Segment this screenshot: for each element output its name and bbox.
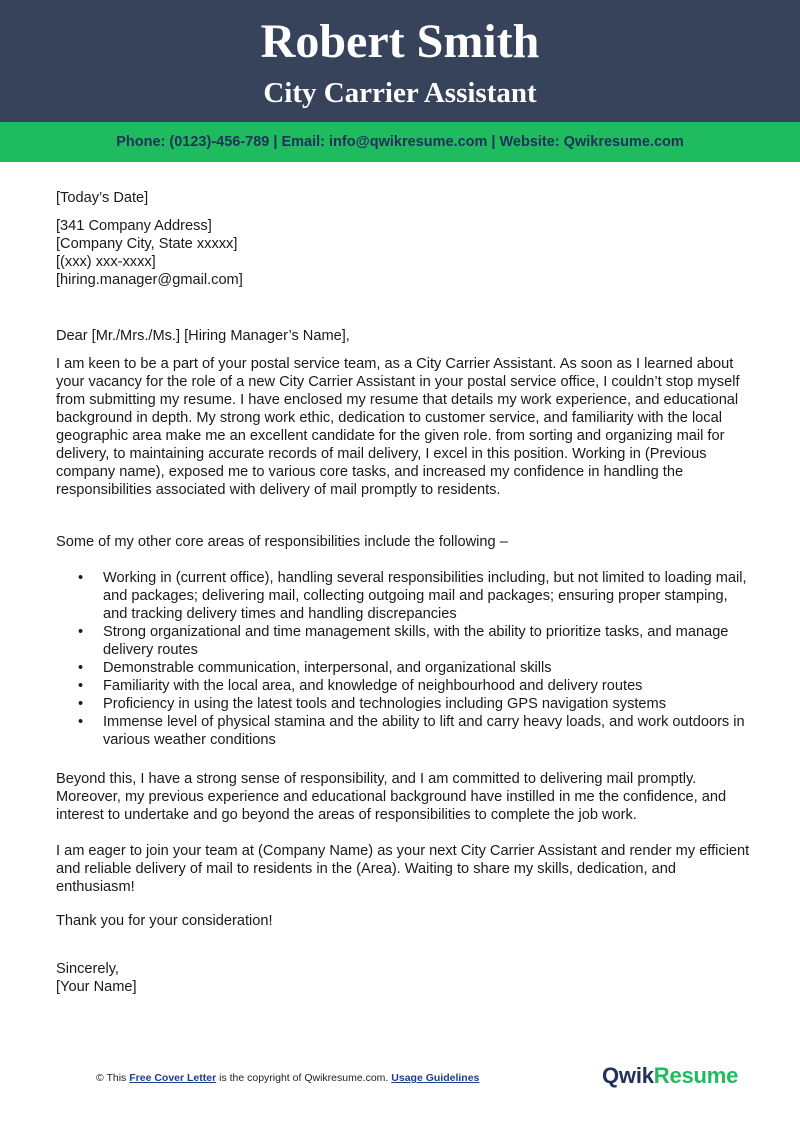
bullet-icon: • (78, 624, 84, 640)
list-item: • Strong organizational and time management skills, with the ability to prioritize tasks, and manage delivery routes (78, 624, 729, 658)
list-item: • Familiarity with the local area, and knowledge of neighbourhood and delivery routes (78, 678, 643, 694)
contact-info: Phone: (0123)-456-789 | Email: info@qwikresume.com | Website: Qwikresume.com (116, 134, 684, 150)
recipient-address (56, 217, 756, 289)
sign-off (56, 960, 756, 996)
address-line: [Company City, State xxxxx] (56, 236, 238, 252)
thank-you-line: Thank you for your consideration! (56, 913, 273, 929)
qwikresume-logo[interactable]: QwikResume (602, 1063, 739, 1088)
bullet-icon: • (78, 570, 84, 586)
list-item: • Demonstrable communication, interpersonal, and organizational skills (78, 660, 552, 676)
responsibilities-intro: Some of my other core areas of responsibilities include the following – (56, 534, 508, 550)
closing-phrase: Sincerely, (56, 961, 119, 977)
salutation: Dear [Mr./Mrs./Ms.] [Hiring Manager’s Name], (56, 328, 350, 344)
contact-bar (0, 122, 800, 162)
commitment-paragraph: Beyond this, I have a strong sense of responsibility, and I am committed to delivering mail promptly. Moreover, my previous experience and educational background have instilled in me the confidence, and interest to undertake and go beyond the areas of responsibilities to complete the job work. (56, 771, 727, 823)
header-banner (0, 0, 800, 122)
address-line: [hiring.manager@gmail.com] (56, 272, 243, 288)
responsibilities-list (56, 569, 756, 749)
intro-paragraph: I am keen to be a part of your postal service team, as a City Carrier Assistant. As soon as I learned about your vacancy for the role of a new City Carrier Assistant in your postal service office, I couldn’t stop myself from submitting my resume. I have enclosed my resume that details my work experience, and educational background in depth. My strong work ethic, dedication to customer service, and familiarity with the local geographic area make me an excellent candidate for the given role. from sorting and organizing mail for delivery, to maintaining accurate records of mail delivery, I excel in this position. Working in (Previous company name), exposed me to various core tasks, and increased my confidence in handling the responsibilities associated with delivery of mail promptly to residents. (56, 356, 740, 498)
bullet-icon: • (78, 660, 84, 676)
bullet-icon: • (78, 678, 84, 694)
copyright-text: is the copyright of Qwikresume.com. (219, 1072, 389, 1084)
bullet-icon: • (78, 696, 84, 712)
address-line: [(xxx) xxx-xxxx] (56, 254, 156, 270)
list-item: • Immense level of physical stamina and the ability to lift and carry heavy loads, and work outdoors in various weather conditions (78, 714, 745, 748)
letter-date: [Today’s Date] (56, 190, 149, 206)
closing-paragraph: I am eager to join your team at (Company Name) as your next City Carrier Assistant and render my efficient and reliable delivery of mail to residents in the (Area). Waiting to share my skills, dedication, and enthusiasm! (56, 843, 750, 895)
usage-guidelines-link[interactable]: Usage Guidelines (391, 1072, 480, 1084)
free-cover-letter-link[interactable]: Free Cover Letter (129, 1072, 217, 1084)
job-title: City Carrier Assistant (263, 77, 537, 109)
signature: [Your Name] (56, 979, 137, 995)
list-item: • Proficiency in using the latest tools and technologies including GPS navigation systems (78, 696, 666, 712)
bullet-icon: • (78, 714, 84, 730)
copyright-footer (96, 1072, 479, 1084)
list-item: • Working in (current office), handling several responsibilities including, but not limited to loading mail, and packages; delivering mail, collecting outgoing mail and packages; ensuring proper stamping, and tracking delivery times and handling discrepancies (78, 570, 747, 622)
applicant-name: Robert Smith (260, 15, 540, 68)
copyright-prefix: © This (96, 1072, 127, 1084)
address-line: [341 Company Address] (56, 218, 212, 234)
